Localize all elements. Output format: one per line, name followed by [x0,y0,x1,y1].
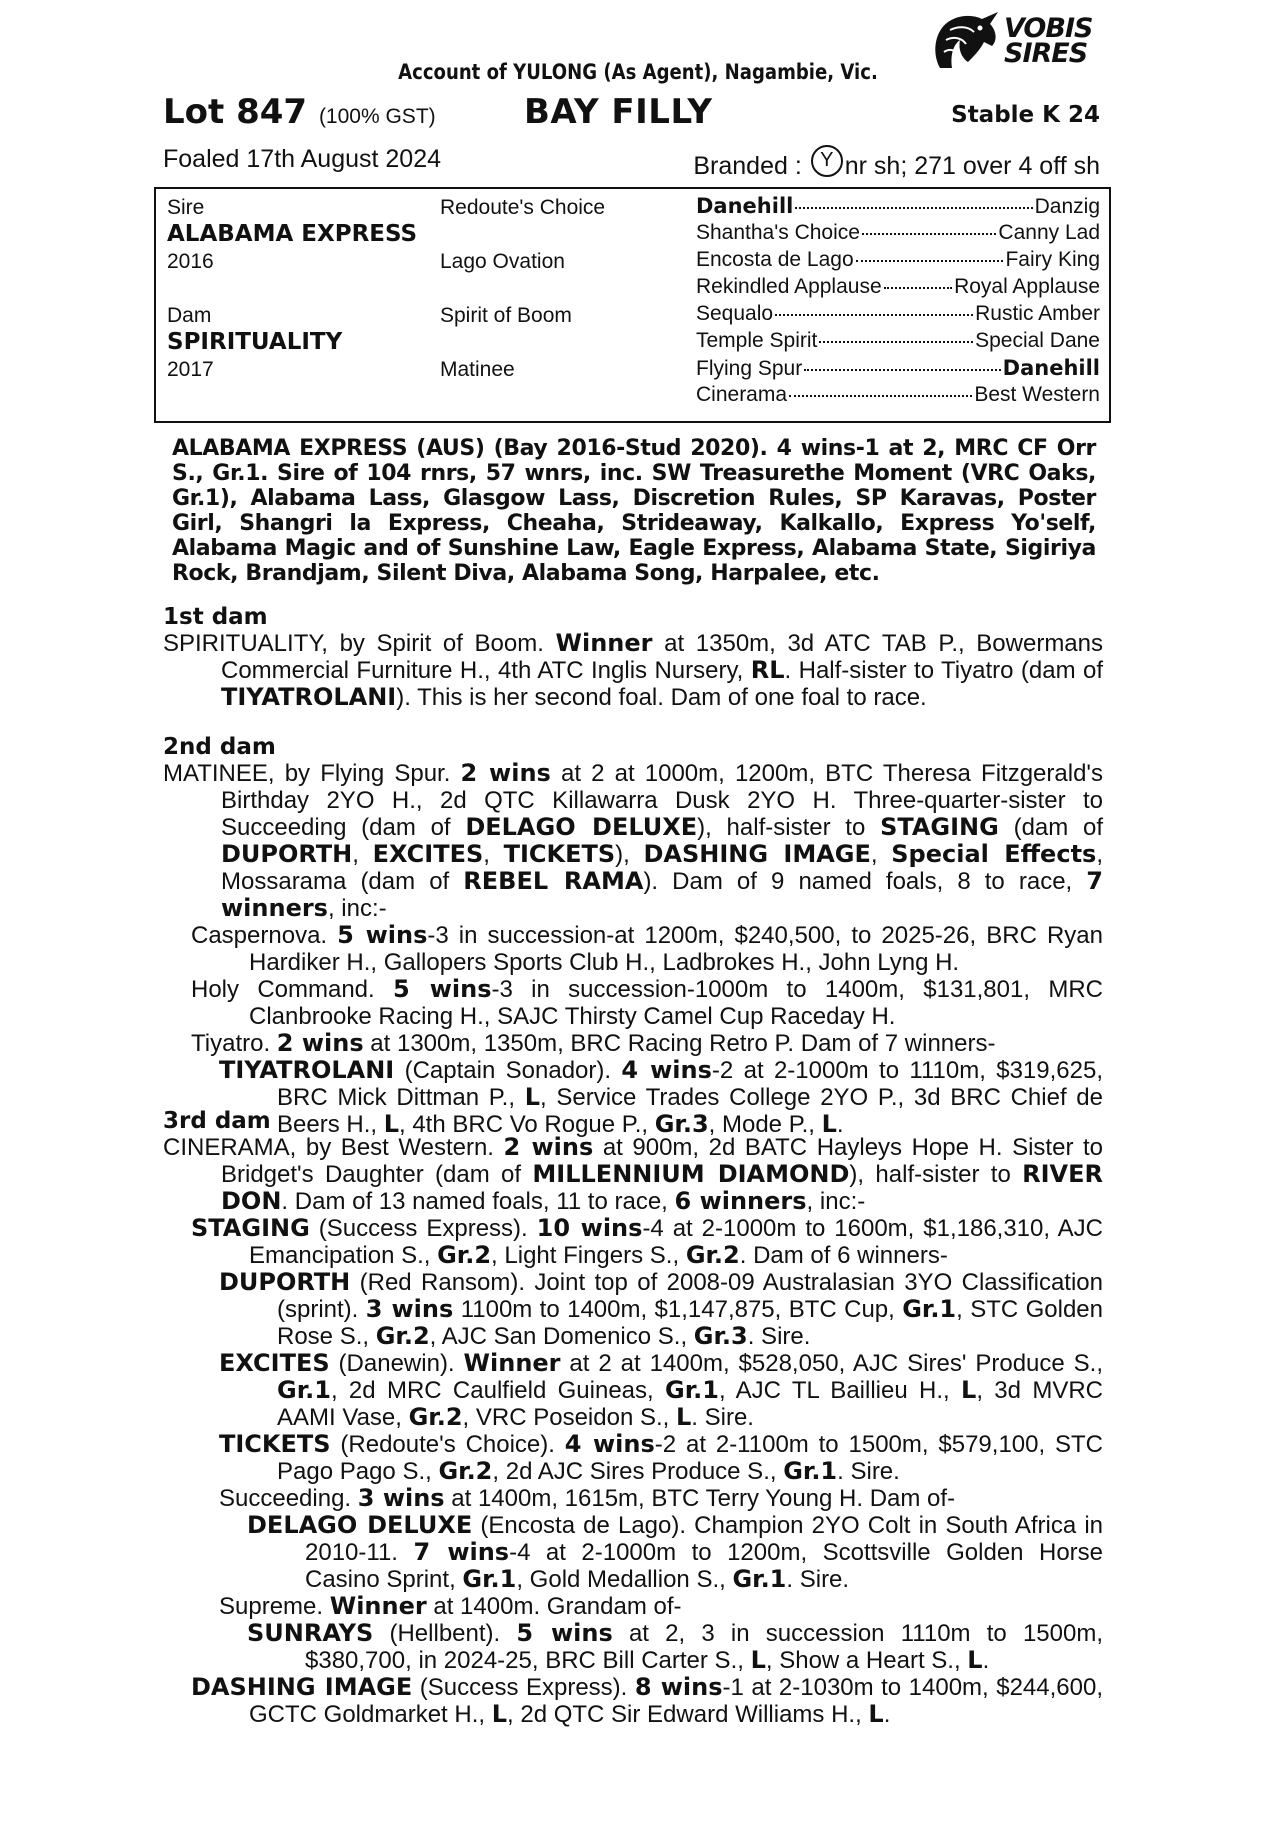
first-dam-paragraph: SPIRITUALITY, by Spirit of Boom. Winner at 1350m, 3d ATC TAB P., Bowermans Commercial Furniture H., 4th ATC Inglis Nursery, RL. Half-sister to Tiyatro (dam of TIYATROLANI). This is her second foal. Dam of one foal to race. [163,629,1104,711]
foaled-date: Foaled 17th August 2024 [163,145,442,173]
ancestor-row [696,302,1100,326]
ancestor-row [696,356,1100,381]
ancestor-sire: Special Dane [975,329,1100,352]
dotted-leader [804,369,1000,371]
brand-mark-icon: Y [811,145,843,177]
ancestor-name: Rekindled Applause [696,275,882,298]
dotted-leader [789,395,972,397]
progeny-succeeding: Succeeding. 3 wins at 1400m, 1615m, BTC Terry Young H. Dam of- [219,1484,956,1512]
progeny-sunrays: SUNRAYS (Hellbent). 5 wins at 2, 3 in succession 1110m to 1500m, $380,700, in 2024-25, BRC Bill Carter S., L, Show a Heart S., L. [247,1619,1104,1674]
sire-sire: Redoute's Choice [440,196,606,219]
dam-year: 2017 [167,358,214,381]
progeny-tickets: TICKETS (Redoute's Choice). 4 wins-2 at 2-1100m to 1500m, $579,100, STC Pago Pago S., Gr.2, 2d AJC Sires Produce S., Gr.1. Sire. [219,1430,1104,1485]
ancestor-sire: Royal Applause [954,275,1100,298]
ancestor-name: Danehill [696,194,794,218]
progeny-holy-command: Holy Command. 5 wins-3 in succession-1000m to 1400m, $131,801, MRC Clanbrooke Racing H., SAJC Thirsty Camel Cup Raceday H. [191,975,1103,1030]
logo-line-1: VOBIS [1004,13,1093,44]
ancestor-sire: Canny Lad [998,221,1100,244]
pedigree-table [154,187,1111,423]
sire-name: ALABAMA EXPRESS [167,221,418,247]
dotted-leader [775,314,973,316]
lot-number [163,92,436,132]
ancestor-name: Sequalo [696,302,774,325]
ancestor-row [696,275,1100,299]
ancestor-name: Cinerama [696,383,788,406]
progeny-tiyatro: Tiyatro. 2 wins at 1300m, 1350m, BRC Racing Retro P. Dam of 7 winners- [191,1029,996,1057]
dam-dam: Matinee [440,358,515,381]
ancestor-sire: Danehill [1002,356,1100,380]
ancestor-name: Encosta de Lago [696,248,854,271]
second-dam-heading: 2nd dam [163,734,276,760]
progeny-excites: EXCITES (Danewin). Winner at 2 at 1400m, $528,050, AJC Sires' Produce S., Gr.1, 2d MRC Caulfield Guineas, Gr.1, AJC TL Baillieu H., L, 3d MVRC AAMI Vase, Gr.2, VRC Poseidon S., L. Sire. [219,1349,1104,1431]
ancestor-row [696,329,1100,353]
progeny-staging: STAGING (Success Express). 10 wins-4 at 2-1000m to 1600m, $1,186,310, AJC Emancipation S., Gr.2, Light Fingers S., Gr.2. Dam of 6 winners- [191,1214,1103,1269]
progeny-dashing-image: DASHING IMAGE (Success Express). 8 wins-1 at 2-1030m to 1400m, $244,600, GCTC Goldmarket H., L, 2d QTC Sir Edward Williams H., L. [191,1673,1103,1728]
progeny-supreme: Supreme. Winner at 1400m. Grandam of- [219,1592,682,1620]
dotted-leader [862,233,996,235]
dam-sire: Spirit of Boom [440,304,572,327]
first-dam-text [163,630,1103,711]
progeny-tiyatrolani: TIYATROLANI (Captain Sonador). 4 wins-2 at 2-1000m to 1110m, $319,625, BRC Mick Dittman P., L, Service Trades College 2YO P., 3d BRC Chief de Beers H., L, 4th BRC Vo Rogue P., Gr.3, Mode P., L. [219,1056,1103,1138]
ancestor-sire: Rustic Amber [975,302,1100,325]
stable-location: Stable K 24 [951,102,1100,128]
branded-prefix: Branded : [693,152,802,180]
ancestor-name: Shantha's Choice [696,221,860,244]
dotted-leader [884,287,952,289]
progeny-caspernova: Caspernova. 5 wins-3 in succession-at 1200m, $240,500, to 2025-26, BRC Ryan Hardiker H., Gallopers Sports Club H., Ladbrokes H., John Lyng H. [191,921,1104,976]
ancestor-row [696,248,1100,272]
ancestor-row [696,221,1100,245]
progeny-duporth: DUPORTH (Red Ransom). Joint top of 2008-09 Australasian 3YO Classification (sprint). 3 wins 1100m to 1400m, $1,147,875, BTC Cup, Gr.1, STC Golden Rose S., Gr.2, AJC San Domenico S., Gr.3. Sire. [219,1268,1103,1350]
vendor-account: Account of YULONG (As Agent), Nagambie, Vic. [398,60,878,84]
dotted-leader [819,341,973,343]
branded-suffix: nr sh; 271 over 4 off sh [844,152,1100,180]
dotted-leader [856,260,1004,262]
second-dam-paragraph: MATINEE, by Flying Spur. 2 wins at 2 at 1000m, 1200m, BTC Theresa Fitzgerald's Birthday 2YO H., 2d QTC Killawarra Dusk 2YO H. Three-quarter-sister to Succeeding (dam of DELAGO DELUXE), half-sister to STAGING (dam of DUPORTH, EXCITES, TICKETS), DASHING IMAGE, Special Effects, Mossarama (dam of REBEL RAMA). Dam of 9 named foals, 8 to race, 7 winners, inc:- [163,759,1103,922]
ancestor-name: Temple Spirit [696,329,818,352]
sire-summary: ALABAMA EXPRESS (AUS) (Bay 2016-Stud 2020). 4 wins-1 at 2, MRC CF Orr S., Gr.1. Sire of 104 rnrs, 57 wnrs, inc. SW Treasurethe Moment (VRC Oaks, Gr.1), Alabama Lass, Glasgow Lass, Discretion Rules, SP Karavas, Poster Girl, Shangri la Express, Cheaha, Strideaway, Kalkallo, Express Yo'self, Alabama Magic and of Sunshine Law, Eagle Express, Alabama State, Sigiriya Rock, Brandjam, Silent Diva, Alabama Song, Harpalee, etc. [172,436,1096,586]
brand-info [693,145,1100,181]
first-dam-heading: 1st dam [163,604,268,630]
third-dam-heading: 3rd dam [163,1108,271,1134]
logo-line-2: SIRES [1004,38,1088,69]
second-dam-text [163,760,1103,1138]
dotted-leader [795,207,1032,209]
dam-name: SPIRITUALITY [167,329,343,355]
third-dam-text [163,1134,1103,1728]
ancestor-row [696,194,1100,219]
ancestor-name: Flying Spur [696,357,803,380]
horse-description: BAY FILLY [524,92,713,132]
ancestor-sire: Danzig [1034,195,1100,218]
ancestor-sire: Fairy King [1005,248,1100,271]
third-dam-paragraph: CINERAMA, by Best Western. 2 wins at 900m, 2d BATC Hayleys Hope H. Sister to Bridget's Daughter (dam of MILLENNIUM DIAMOND), half-sister to RIVER DON. Dam of 13 named foals, 11 to race, 6 winners, inc:- [163,1133,1104,1215]
sire-year: 2016 [167,250,214,273]
sire-label: Sire [167,196,205,219]
ancestor-sire: Best Western [974,383,1100,406]
ancestor-row [696,383,1100,407]
dam-label: Dam [167,304,212,327]
lot-label: Lot 847 [163,92,308,132]
progeny-delago-deluxe: DELAGO DELUXE (Encosta de Lago). Champion 2YO Colt in South Africa in 2010-11. 7 wins-4 at 2-1000m to 1200m, Scottsville Golden Horse Casino Sprint, Gr.1, Gold Medallion S., Gr.1. Sire. [247,1511,1104,1593]
gst-note: (100% GST) [318,105,436,128]
sire-dam: Lago Ovation [440,250,565,273]
